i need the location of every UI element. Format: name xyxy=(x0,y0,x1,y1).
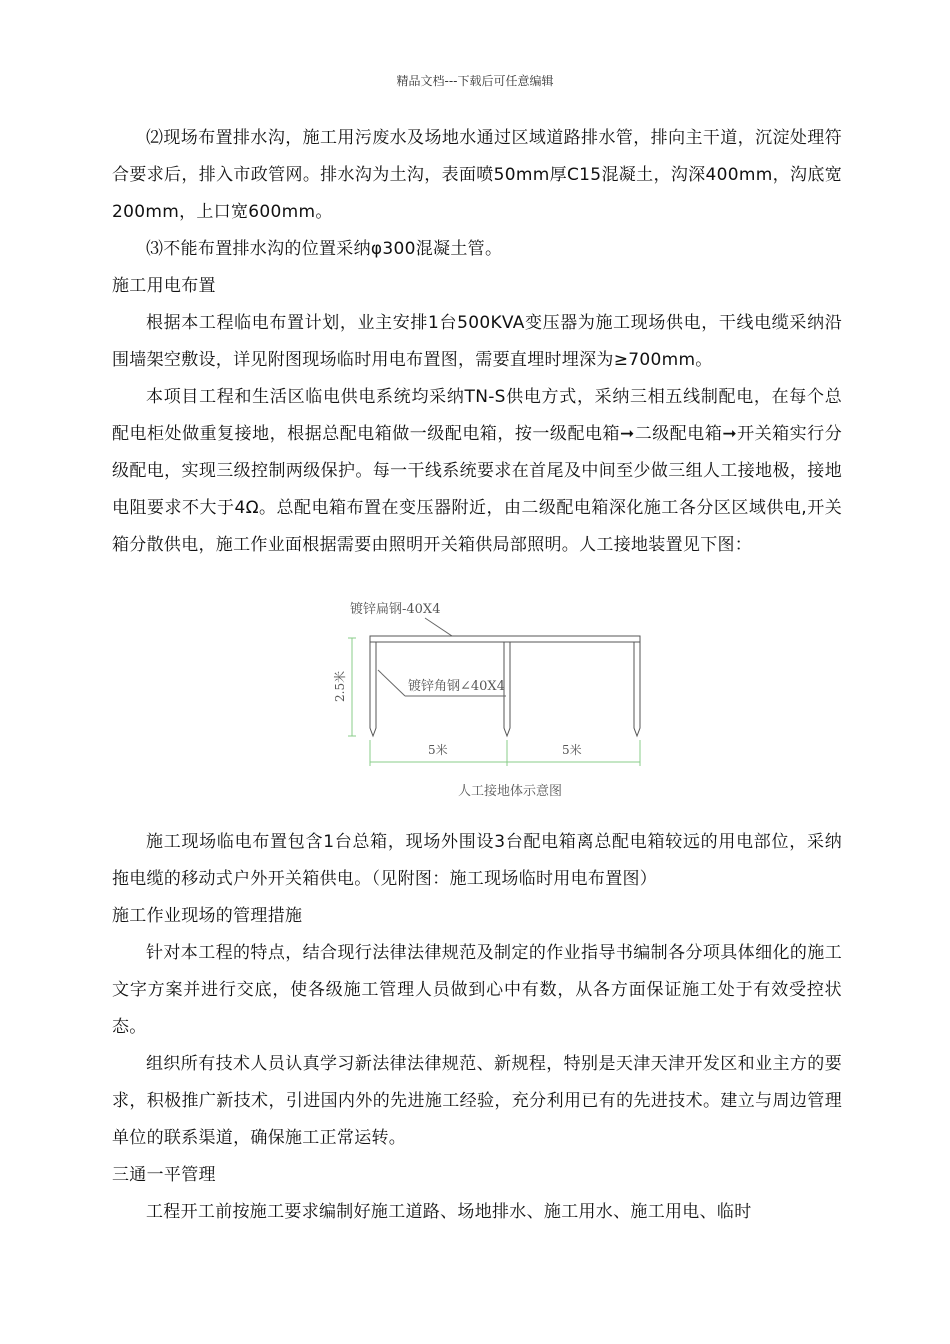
height-label: 2.5米 xyxy=(333,670,347,702)
span2-label: 5米 xyxy=(562,743,582,757)
text-block-upper xyxy=(112,120,842,564)
paragraph: ⑶不能布置排水沟的位置采纳φ300混凝土管。 xyxy=(146,239,503,259)
page-header: 精品文档---下载后可任意编辑 xyxy=(396,74,554,88)
paragraph: 工程开工前按施工要求编制好施工道路、场地排水、施工用水、施工用电、临时 xyxy=(146,1202,752,1222)
angle-steel-leader xyxy=(378,670,405,696)
paragraph: 组织所有技术人员认真学习新法律法律规范、新规程，特别是天津天津开发区和业主方的要求，积极推广新技术，引进国内外的先进施工经验，充分利用已有的先进技术。建立与周边管理单位的联系渠道，确保施工正常运转。 xyxy=(112,1054,842,1148)
section-heading: 三通一平管理 xyxy=(112,1165,216,1185)
angle-steel-left xyxy=(370,642,376,736)
section-heading: 施工作业现场的管理措施 xyxy=(112,906,303,926)
angle-steel-right xyxy=(634,642,640,736)
paragraph: ⑵现场布置排水沟，施工用污废水及场地水通过区域道路排水管，排向主干道，沉淀处理符合要求后，排入市政管网。排水沟为土沟，表面喷50mm厚C15混凝土，沟深400mm，沟底宽200mm，上口宽600mm。 xyxy=(112,128,842,222)
flat-steel-bar xyxy=(370,636,640,642)
paragraph: 针对本工程的特点，结合现行法律法律规范及制定的作业指导书编制各分项具体细化的施工文字方案并进行交底，使各级施工管理人员做到心中有数，从各方面保证施工处于有效受控状态。 xyxy=(112,943,842,1037)
grounding-diagram xyxy=(330,590,650,810)
text-block-lower xyxy=(112,824,842,1231)
paragraph: 本项目工程和生活区临电供电系统均采纳TN-S供电方式，采纳三相五线制配电，在每个总配电柜处做重复接地，根据总配电箱做一级配电箱，按一级配电箱➞二级配电箱➞开关箱实行分级配电，实现三级控制两级保护。每一干线系统要求在首尾及中间至少做三组人工接地极，接地电阻要求不大于4Ω。总配电箱布置在变压器附近，由二级配电箱深化施工各分区区域供电,开关箱分散供电，施工作业面根据需要由照明开关箱供局部照明。人工接地装置见下图： xyxy=(112,387,842,555)
angle-steel-label: 镀锌角钢∠40X4 xyxy=(408,679,505,694)
figure-caption: 人工接地体示意图 xyxy=(458,784,563,799)
flat-steel-label: 镀锌扁钢-40X4 xyxy=(350,602,441,617)
paragraph: 根据本工程临电布置计划，业主安排1台500KVA变压器为施工现场供电，干线电缆采纳沿围墙架空敷设，详见附图现场临时用电布置图，需要直埋时埋深为≥700mm。 xyxy=(112,313,842,370)
flat-steel-leader xyxy=(425,618,455,638)
grounding-diagram-svg xyxy=(330,590,650,810)
paragraph: 施工现场临电布置包含1台总箱，现场外围设3台配电箱离总配电箱较远的用电部位，采纳拖电缆的移动式户外开关箱供电。（见附图：施工现场临时用电布置图） xyxy=(112,832,842,889)
section-heading: 施工用电布置 xyxy=(112,276,216,296)
span1-label: 5米 xyxy=(428,743,448,757)
